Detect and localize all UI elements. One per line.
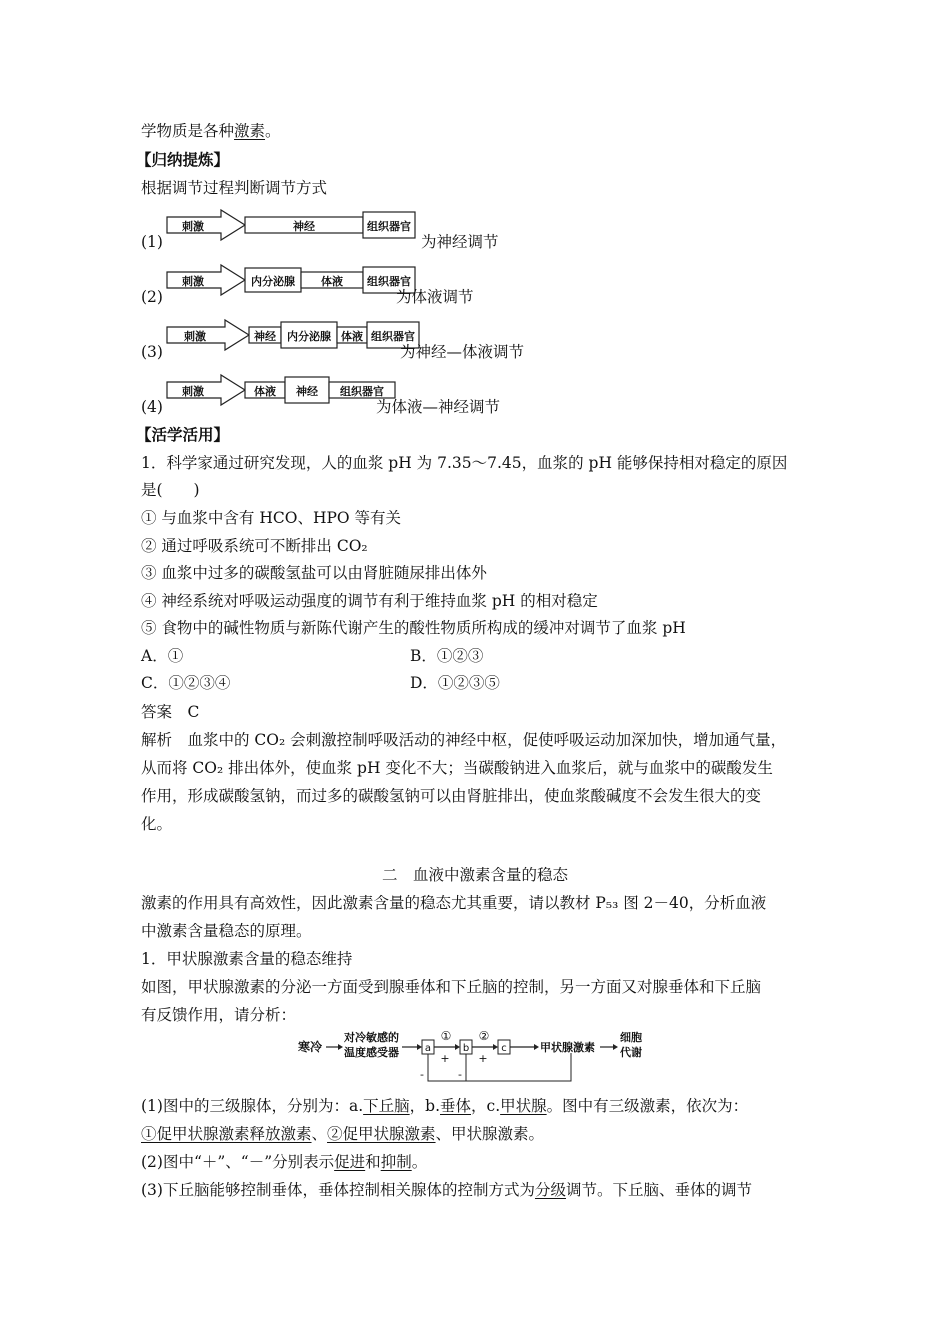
- thyroid-hormone-label: 甲状腺激素: [540, 1041, 595, 1054]
- option-5: ⑤ 食物中的碱性物质与新陈代谢产生的酸性物质所构成的缓冲对调节了血浆 pH: [141, 619, 686, 637]
- choice-d: D．①②③⑤: [410, 674, 500, 692]
- box-label: 刺激: [182, 220, 204, 233]
- choice-c: C．①②③④: [141, 674, 231, 692]
- box-label: 体液: [341, 330, 363, 343]
- option-3: ③ 血浆中过多的碳酸氢盐可以由肾脏随尿排出体外: [141, 564, 487, 582]
- arrow-head: [455, 1044, 460, 1050]
- underlined-answer: 抑制: [380, 1153, 412, 1171]
- underlined-answer: 下丘脑: [363, 1097, 410, 1115]
- flow-diagram-4: [141, 373, 641, 417]
- box-label: 内分泌腺: [251, 275, 295, 288]
- flow-diagram-1: [141, 208, 641, 252]
- text: (1)图中的三级腺体，分别为：a.: [141, 1097, 364, 1115]
- box-label: 刺激: [184, 330, 206, 343]
- flow-tail: 为体液调节: [396, 288, 474, 306]
- text: 学物质是各种: [141, 122, 235, 140]
- option-2: ② 通过呼吸系统可不断排出 CO₂: [141, 537, 368, 555]
- text: 。: [411, 1153, 428, 1171]
- answer-line-1: [141, 1096, 748, 1116]
- answer-line-4: [141, 1180, 752, 1200]
- explanation-line-3: 作用，形成碳酸氢钠，而过多的碳酸氢钠可以由肾脏排出，使血浆酸碱度不会发生很大的变: [141, 787, 762, 805]
- text: (2)图中“＋”、“－”分别表示: [141, 1153, 335, 1171]
- hormone-1-label: ①: [440, 1029, 452, 1043]
- hormone-2-label: ②: [478, 1029, 490, 1043]
- stimulus-arrow: [167, 265, 245, 295]
- underlined-answer: ②促甲状腺激素: [327, 1125, 436, 1143]
- explanation-line-2: 从而将 CO₂ 排出体外，使血浆 pH 变化不大；当碳酸钠进入血浆后，就与血浆中的碳酸发生: [141, 759, 773, 777]
- minus-sign: -: [458, 1068, 462, 1081]
- box-label: 内分泌腺: [287, 330, 331, 343]
- arrow-head: [613, 1044, 618, 1050]
- minus-sign: -: [420, 1068, 424, 1081]
- section-2-para-2b: 有反馈作用，请分析：: [141, 1006, 297, 1024]
- flow-number: (4): [141, 398, 163, 416]
- answer-line-3: [141, 1152, 427, 1172]
- arrow-head: [338, 1044, 343, 1050]
- flow-tail: 为神经调节: [421, 233, 499, 251]
- cold-label: 寒冷: [298, 1040, 323, 1054]
- flow-1-graphic: [165, 208, 585, 244]
- summary-intro: 根据调节过程判断调节方式: [141, 179, 328, 197]
- summary-header: 【归纳提炼】: [136, 150, 230, 169]
- text: 、甲状腺激素。: [435, 1125, 545, 1143]
- box-label: 体液: [254, 385, 276, 398]
- flow-tail: 为体液—神经调节: [376, 398, 501, 416]
- arrow-head: [534, 1044, 539, 1050]
- underlined-answer: 激素: [234, 122, 266, 140]
- box-label: 刺激: [182, 275, 204, 288]
- choice-b: B．①②③: [410, 647, 484, 665]
- target-label-1: 细胞: [620, 1031, 642, 1044]
- box-label: 刺激: [182, 385, 204, 398]
- text: 。: [265, 122, 281, 140]
- plus-sign: +: [478, 1052, 488, 1065]
- receptor-label-2: 温度感受器: [344, 1046, 399, 1059]
- underlined-answer: 分级: [534, 1181, 566, 1199]
- box-label: 组织器官: [367, 220, 411, 233]
- option-4: ④ 神经系统对呼吸运动强度的调节有利于维持血浆 pH 的相对稳定: [141, 592, 598, 610]
- answer-line-2: [141, 1124, 544, 1144]
- question-1-line-1: 1．科学家通过研究发现，人的血浆 pH 为 7.35～7.45，血浆的 pH 能够保持相对稳定的原因: [141, 454, 788, 472]
- text: 、: [311, 1125, 328, 1143]
- box-label: 组织器官: [371, 330, 415, 343]
- paragraph-continuation: [141, 121, 281, 141]
- flow-tail: 为神经—体液调节: [400, 343, 525, 361]
- section-2-title: 二 血液中激素含量的稳态: [381, 866, 568, 884]
- text: 和: [365, 1153, 381, 1171]
- box-label: 体液: [321, 275, 343, 288]
- answer: 答案 C: [141, 703, 200, 721]
- section-2-para-2a: 如图，甲状腺激素的分泌一方面受到腺垂体和下丘脑的控制，另一方面又对腺垂体和下丘脑: [141, 978, 762, 996]
- target-label-2: 代谢: [620, 1046, 642, 1059]
- text: (3)下丘脑能够控制垂体，垂体控制相关腺体的控制方式为: [141, 1181, 535, 1199]
- explanation-line-4: 化。: [141, 815, 173, 833]
- underlined-answer: ①促甲状腺激素释放激素: [141, 1125, 312, 1143]
- underlined-answer: 甲状腺: [500, 1097, 547, 1115]
- flow-diagram-3: [141, 318, 661, 362]
- node-a: a: [424, 1043, 432, 1054]
- box-label: 组织器官: [340, 385, 384, 398]
- box-label: 神经: [293, 220, 315, 233]
- flow-number: (1): [141, 233, 163, 251]
- box-label: 组织器官: [367, 275, 411, 288]
- choice-a: A．①: [141, 647, 184, 665]
- flow-4-graphic: [165, 373, 585, 409]
- text: 调节。下丘脑、垂体的调节: [565, 1181, 752, 1199]
- text: ，b.: [409, 1097, 440, 1115]
- section-2-para-1a: 激素的作用具有高效性，因此激素含量的稳态尤其重要，请以教材 P₅₃ 图 2－40，分析血液: [141, 894, 767, 912]
- section-2-heading-1: 1．甲状腺激素含量的稳态维持: [141, 950, 353, 968]
- practice-header: 【活学活用】: [136, 425, 230, 444]
- section-2-para-1b: 中激素含量稳态的原理。: [141, 922, 312, 940]
- flow-number: (2): [141, 288, 163, 306]
- flow-number: (3): [141, 343, 163, 361]
- stimulus-arrow: [167, 320, 249, 350]
- stimulus-arrow: [167, 210, 245, 240]
- node-b: b: [462, 1043, 470, 1054]
- arrow-head: [417, 1044, 422, 1050]
- box-label: 神经: [254, 330, 276, 343]
- option-1: ① 与血浆中含有 HCO、HPO 等有关: [141, 509, 402, 527]
- flow-diagram-2: [141, 263, 641, 307]
- receptor-label-1: 对冷敏感的: [344, 1031, 399, 1044]
- plus-sign: +: [440, 1052, 450, 1065]
- arrow-head: [493, 1044, 498, 1050]
- underlined-answer: 促进: [334, 1153, 366, 1171]
- box-label: 神经: [296, 385, 318, 398]
- text: 。图中有三级激素，依次为：: [546, 1097, 749, 1115]
- text: ，c.: [471, 1097, 501, 1115]
- thyroid-regulation-diagram: [298, 1029, 658, 1087]
- stimulus-arrow: [167, 375, 245, 405]
- question-1-line-2: 是( ): [141, 481, 200, 499]
- explanation-line-1: 解析 血浆中的 CO₂ 会刺激控制呼吸活动的神经中枢，促使呼吸运动加深加快，增加通气量，: [141, 731, 787, 749]
- flow-2-graphic: [165, 263, 585, 299]
- node-c: c: [501, 1043, 507, 1054]
- underlined-answer: 垂体: [440, 1097, 472, 1115]
